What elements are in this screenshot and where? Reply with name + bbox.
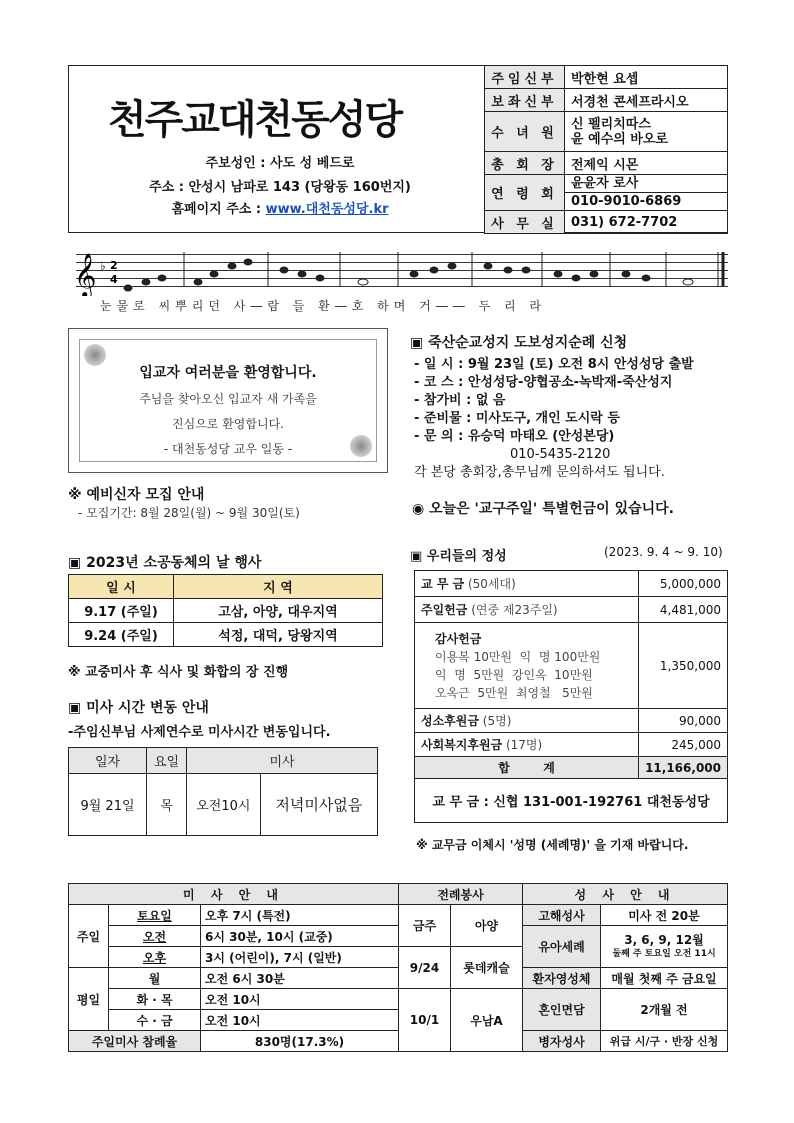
- welcome-line: 주님을 찾아오신 입교자 새 가족을: [139, 392, 317, 406]
- thanks-line: 이용복 10만원 익 명 100만원: [435, 649, 601, 664]
- welcome-box: [68, 328, 388, 473]
- sacr-name: 환자영성체: [523, 968, 601, 989]
- staff-role: 사 무 실: [485, 211, 565, 234]
- offering-label: 주일헌금: [421, 603, 468, 617]
- sacr-name: 혼인면담: [523, 989, 601, 1031]
- staff-role: 총 회 장: [485, 152, 565, 175]
- mass-day: 오전: [109, 926, 201, 947]
- homepage: [95, 198, 465, 217]
- offering-amount: 5,000,000: [639, 571, 728, 597]
- sacr-info: 2개월 전: [601, 989, 728, 1031]
- mass-day: 화 · 목: [109, 989, 201, 1010]
- account-note: ※ 교무금 이체시 '성명 (세례명)' 을 기재 바랍니다.: [416, 838, 689, 852]
- total-label: 합 계: [415, 757, 639, 779]
- offering-title: ▣ 우리들의 정성: [410, 549, 507, 564]
- offering-amount: 1,350,000: [639, 623, 728, 709]
- col-header: 일 시: [69, 575, 174, 599]
- serve-team: 아양: [451, 905, 523, 947]
- staff-role: 주임신부: [485, 66, 565, 89]
- staff-name: 신 펠리치따스: [571, 116, 651, 132]
- address: 주소 : 안성시 남파로 143 (당왕동 160번지): [149, 180, 411, 195]
- offering-detail: (연중 제23주일): [467, 603, 558, 617]
- mass-change-date: 9월 21일: [69, 774, 147, 836]
- homepage-label: 홈페이지 주소 :: [171, 202, 262, 217]
- staff-name: 박한현 요셉: [565, 66, 728, 89]
- staff-role: 보좌신부: [485, 89, 565, 112]
- serve-date: 10/1: [399, 989, 451, 1052]
- mass-change-title: ▣ 미사 시간 변동 안내: [68, 700, 209, 716]
- staff-name: 윤 예수의 바오로: [571, 131, 668, 147]
- offering-amount: 90,000: [639, 709, 728, 733]
- sacr-info: 미사 전 20분: [601, 905, 728, 926]
- sacr-info: 둘째 주 토요일 오전 11시: [612, 948, 716, 959]
- pilgrimage-phone: 010-5435-2120: [510, 447, 611, 462]
- pilgrimage-item: - 코 스 : 안성성당-양협공소-녹박재-죽산성지: [414, 375, 673, 390]
- mass-header: 미 사 안 내: [69, 884, 399, 905]
- account-info: 교 무 금 : 신협 131-001-192761 대천동성당: [415, 779, 728, 823]
- offering-detail: (50세대): [464, 577, 516, 591]
- mass-change-table: [68, 747, 378, 836]
- mass-change-time: 오전10시: [187, 774, 261, 836]
- mass-day: 토요일: [109, 905, 201, 926]
- sacr-info: 3, 6, 9, 12월: [624, 932, 704, 947]
- svg-text:4: 4: [110, 273, 118, 286]
- community-note: ※ 교중미사 후 식사 및 화합의 장 진행: [68, 665, 289, 680]
- thanks-label: 감사헌금: [435, 631, 482, 646]
- staff-name: 031) 672-7702: [565, 211, 728, 234]
- staff-name: 윤윤자 로사: [565, 175, 727, 193]
- staff-role: 수 녀 원: [485, 112, 565, 152]
- music-notes-icon: [68, 248, 728, 296]
- offering-label: 교 무 금: [421, 577, 465, 591]
- offering-amount: 245,000: [639, 733, 728, 757]
- offering-detail: (17명): [502, 738, 543, 752]
- pilgrimage-item: - 문 의 : 유승덕 마태오 (안성본당): [414, 429, 615, 444]
- pilgrimage-item: - 준비물 : 미사도구, 개인 도시락 등: [414, 411, 620, 426]
- mass-change-note: 저녁미사없음: [260, 774, 377, 836]
- serve-team: 우남A: [451, 989, 523, 1052]
- sunday-label: 주일: [69, 905, 109, 968]
- mass-time: 오전 10시: [201, 989, 399, 1010]
- welcome-sign: - 대천동성당 교우 일동 -: [163, 442, 293, 456]
- mass-day: 수 · 금: [109, 1010, 201, 1031]
- mass-time: 오후 7시 (특전): [201, 905, 399, 926]
- parish-title: 천주교대천동성당: [108, 96, 402, 143]
- offering-amount: 4,481,000: [639, 597, 728, 623]
- community-area: 석정, 대덕, 당왕지역: [174, 623, 383, 647]
- mass-day: 오후: [109, 947, 201, 968]
- community-table: [68, 574, 383, 647]
- sacr-info: 매월 첫째 주 금요일: [601, 968, 728, 989]
- mass-change-desc: -주임신부님 사제연수로 미사시간 변동입니다.: [68, 725, 331, 740]
- col-header: 미사: [187, 748, 378, 774]
- community-area: 고삼, 아양, 대우지역: [174, 599, 383, 623]
- staff-name: 서경천 콘세프라시오: [565, 89, 728, 112]
- attendance-value: 830명(17.3%): [201, 1031, 399, 1052]
- mass-time: 3시 (어린이), 7시 (일반): [201, 947, 399, 968]
- community-title: ▣ 2023년 소공동체의 날 행사: [68, 555, 262, 571]
- thanks-line: 익 명 5만원 강인옥 10만원: [435, 667, 593, 682]
- svg-text:2: 2: [110, 259, 118, 272]
- svg-text:♭: ♭: [100, 259, 106, 273]
- attendance-label: 주일미사 참례율: [69, 1031, 201, 1052]
- mass-time: 오전 6시 30분: [201, 968, 399, 989]
- col-header: 요일: [147, 748, 187, 774]
- sacr-header: 성 사 안 내: [523, 884, 728, 905]
- mass-time: 6시 30분, 10시 (교중): [201, 926, 399, 947]
- pilgrimage-note: 각 본당 총회장,총무님께 문의하셔도 됩니다.: [414, 465, 665, 480]
- offering-label: 성소후원금: [421, 714, 479, 728]
- sacr-name: 고해성사: [523, 905, 601, 926]
- staff-name: 전제익 시몬: [565, 152, 728, 175]
- serve-header: 전례봉사: [399, 884, 523, 905]
- welcome-title: 입교자 여러분을 환영합니다.: [139, 365, 317, 381]
- weekday-label: 평일: [69, 968, 109, 1031]
- mass-day: 월: [109, 968, 201, 989]
- offering-period: (2023. 9. 4 ~ 9. 10): [604, 545, 723, 559]
- catechumen-title: ※ 예비신자 모집 안내: [68, 487, 205, 503]
- community-date: 9.24 (주일): [69, 623, 174, 647]
- serve-team: 롯데캐슬: [451, 947, 523, 989]
- pilgrimage-list: [414, 356, 694, 482]
- col-header: 지 역: [174, 575, 383, 599]
- sacr-info: 위급 시/구 · 반장 신청: [601, 1031, 728, 1052]
- sacr-name: 유아세례: [523, 926, 601, 968]
- offering-table: [414, 570, 728, 823]
- svg-text:𝄞: 𝄞: [74, 253, 97, 296]
- schedule-table: [68, 883, 728, 1052]
- music-lyrics: 눈물로 씨뿌리던 사―람 들 환―호 하며 거―― 두 리 라: [100, 299, 546, 313]
- mass-change-day: 목: [147, 774, 187, 836]
- offering-detail: (5명): [478, 714, 512, 728]
- welcome-line: 진심으로 환영합니다.: [172, 417, 284, 431]
- total-amount: 11,166,000: [639, 757, 728, 779]
- serve-date: 9/24: [399, 947, 451, 989]
- decor-dots-icon: [84, 344, 106, 366]
- staff-table: [484, 65, 728, 234]
- offering-label: 사회복지후원금: [421, 738, 503, 752]
- decor-dots-icon: [350, 435, 372, 457]
- homepage-link[interactable]: www.대천동성당.kr: [265, 202, 389, 217]
- staff-phone: 010-9010-6869: [571, 194, 682, 209]
- patron-saint: 주보성인 : 사도 성 베드로: [205, 156, 355, 171]
- catechumen-period: - 모집기간: 8월 28일(월) ~ 9월 30일(토): [78, 506, 300, 520]
- serve-date: 금주: [399, 905, 451, 947]
- sacr-name: 병자성사: [523, 1031, 601, 1052]
- pilgrimage-item: - 일 시 : 9월 23일 (토) 오전 8시 안성성당 출발: [414, 357, 694, 372]
- mass-time: 오전 10시: [201, 1010, 399, 1031]
- community-date: 9.17 (주일): [69, 599, 174, 623]
- staff-role: 연 령 회: [485, 175, 565, 211]
- special-offering-notice: ◉ 오늘은 '교구주일' 특별헌금이 있습니다.: [412, 501, 674, 517]
- col-header: 일자: [69, 748, 147, 774]
- thanks-line: 오옥근 5만원 최영철 5만원: [435, 685, 593, 700]
- pilgrimage-title: ▣ 죽산순교성지 도보성지순례 신청: [410, 335, 628, 351]
- pilgrimage-item: - 참가비 : 없 음: [414, 393, 506, 408]
